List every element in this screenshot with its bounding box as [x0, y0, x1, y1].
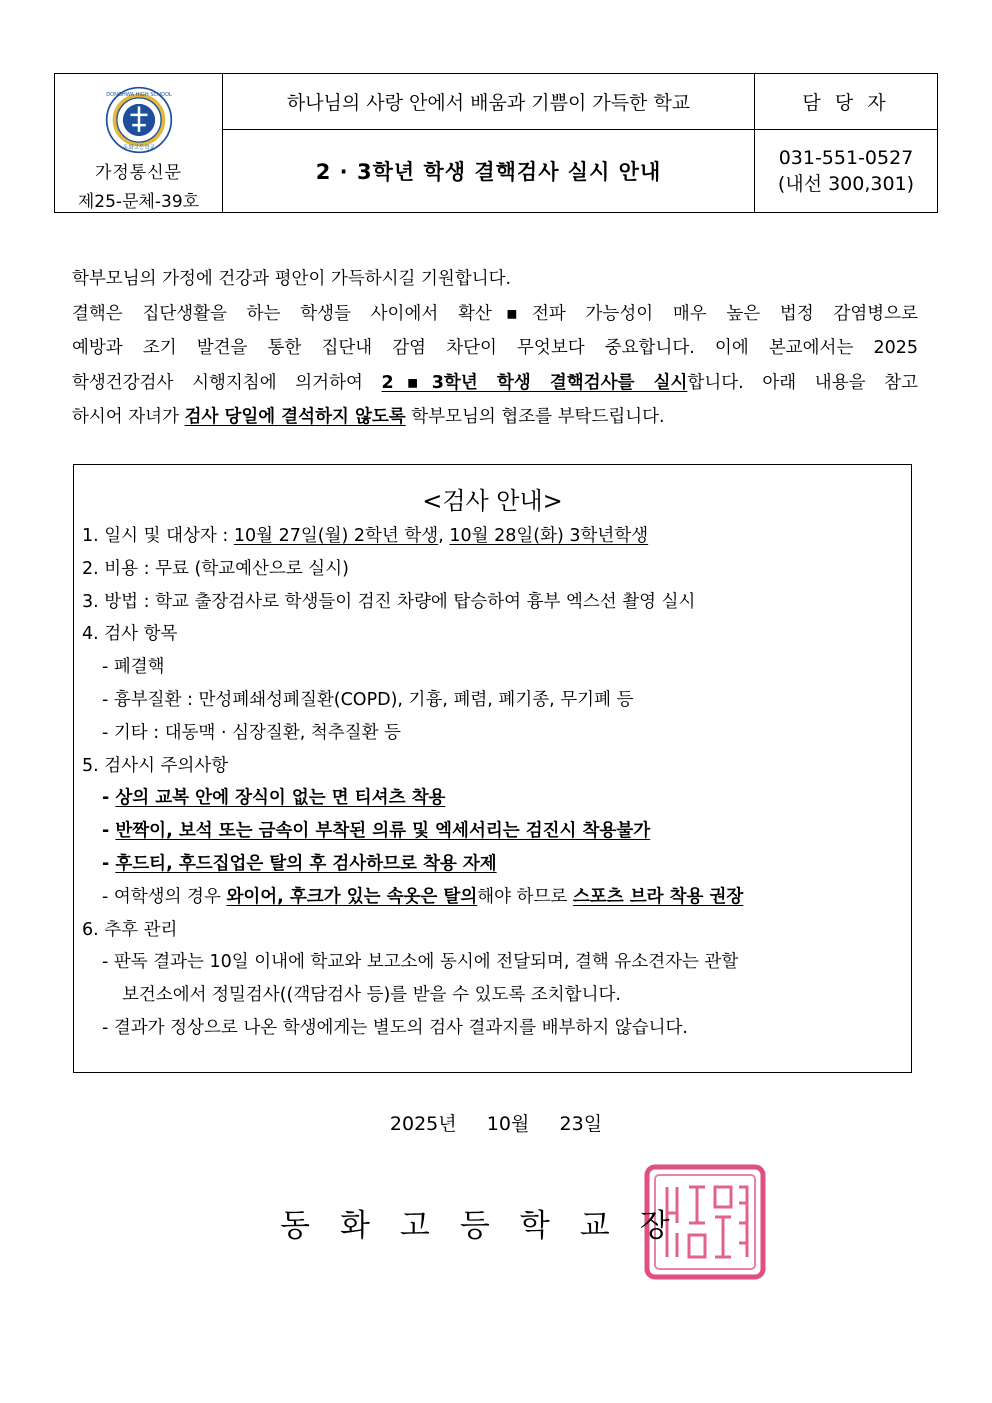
separator: , [438, 526, 450, 546]
notice-title: <검사 안내> [422, 487, 563, 515]
caution-text: 상의 교복 안에 장식이 없는 면 티셔츠 착용 [115, 788, 446, 809]
header-table [54, 73, 938, 213]
header-left-cell [55, 74, 223, 212]
svg-text:DONGHWA HIGH SCHOOL: DONGHWA HIGH SCHOOL [105, 92, 172, 99]
header-mid-cell [223, 74, 755, 212]
notice-subitem: - 흉부질환 : 만성폐쇄성폐질환(COPD), 기흉, 폐렴, 폐기종, 무기폐 등 [102, 689, 634, 710]
contact-extension: (내선 300,301) [777, 173, 915, 195]
notice-subitem [82, 782, 903, 815]
caution-emphasis: 와이어, 후크가 있는 속옷은 탈의 [226, 886, 478, 907]
intro-line: 결핵은 집단생활을 하는 학생들 사이에서 확산▪전파 가능성이 매우 높은 법정 감염병으로 [72, 303, 918, 324]
notice-item: 4. 검사 항목 [82, 624, 178, 645]
intro-line: 학부모님의 가정에 건강과 평안이 가득하시길 기원합니다. [72, 269, 512, 289]
notice-subitem [82, 848, 903, 881]
caution-text: 해야 하므로 [477, 886, 573, 907]
doc-title: 2 · 3학년 학생 결핵검사 실시 안내 [315, 160, 662, 184]
doc-number: 제25-문체-39호 [77, 192, 200, 212]
schedule-date: 10월 27일(월) 2학년 학생 [233, 526, 439, 546]
dash: - [102, 821, 116, 842]
contact-phone: 031-551-0527 [778, 147, 914, 169]
dash: - [102, 853, 116, 874]
svg-text:동화고등학교: 동화고등학교 [122, 144, 155, 151]
intro-text: 학부모님의 협조를 부탁드립니다. [405, 407, 665, 427]
intro-line [72, 366, 918, 401]
caution-text: 후드티, 후드집업은 탈의 후 검사하므로 착용 자제 [115, 853, 497, 874]
notice-item [82, 520, 903, 553]
notice-lines [82, 520, 903, 1045]
notice-item: 5. 검사시 주의사항 [82, 755, 229, 776]
notice-subitem: - 기타 : 대동맥 · 심장질환, 척추질환 등 [102, 722, 401, 743]
intro-text: 합니다. 아래 내용을 참고 [687, 372, 918, 393]
caution-text: - 여학생의 경우 [102, 886, 227, 907]
contact-info [755, 130, 937, 212]
school-logo [100, 86, 178, 154]
notice-subitem: - 판독 결과는 10일 이내에 학교와 보고소에 동시에 전달되며, 결핵 유소견자는 관할 [102, 952, 739, 973]
caution-emphasis: 스포츠 브라 착용 권장 [572, 886, 744, 907]
caution-text: 반짝이, 보석 또는 금속이 부착된 의류 및 엑세서리는 검진시 착용불가 [115, 821, 651, 842]
notice-subitem: - 결과가 정상으로 나온 학생에게는 별도의 검사 결과지를 배부하지 않습니다. [102, 1017, 688, 1038]
notice-item: 2. 비용 : 무료 (학교예산으로 실시) [82, 558, 349, 579]
intro-text: 하시어 자녀가 [72, 407, 185, 427]
intro-emphasis: 검사 당일에 결석하지 않도록 [184, 407, 406, 427]
charge-label: 담 당 자 [755, 74, 937, 130]
notice-subitem [82, 881, 903, 914]
signer-name: 동화고등학교장 [280, 1208, 700, 1244]
notice-subitem: - 폐결핵 [102, 657, 165, 678]
notice-subitem [82, 815, 903, 848]
intro-paragraph [72, 262, 918, 435]
item-label: 1. 일시 및 대상자 : [82, 526, 234, 546]
issue-date: 2025년 10월 23일 [389, 1113, 603, 1135]
doc-kind: 가정통신문 [94, 163, 183, 183]
intro-emphasis: 2▪3학년 학생 결핵검사를 실시 [381, 372, 688, 393]
notice-item: 6. 추후 관리 [82, 919, 178, 940]
notice-item: 3. 방법 : 학교 출장검사로 학생들이 검진 차량에 탑승하여 흉부 엑스선 촬영 실시 [82, 591, 696, 612]
intro-text: 학생건강검사 시행지침에 의거하여 [72, 372, 382, 393]
notice-subitem-continued: 보건소에서 정밀검사((객담검사 등)를 받을 수 있도록 조치합니다. [122, 985, 621, 1006]
notice-box [73, 464, 912, 1073]
intro-line [72, 400, 918, 435]
dash: - [102, 788, 116, 809]
header-right-cell [755, 74, 937, 212]
intro-line: 예방과 조기 발견을 통한 집단내 감염 차단이 무엇보다 중요합니다. 이에 본교에서는 2025 [72, 338, 918, 358]
schedule-date: 10월 28일(화) 3학년학생 [449, 526, 649, 546]
school-motto: 하나님의 사랑 안에서 배움과 기쁨이 가득한 학교 [223, 74, 754, 130]
